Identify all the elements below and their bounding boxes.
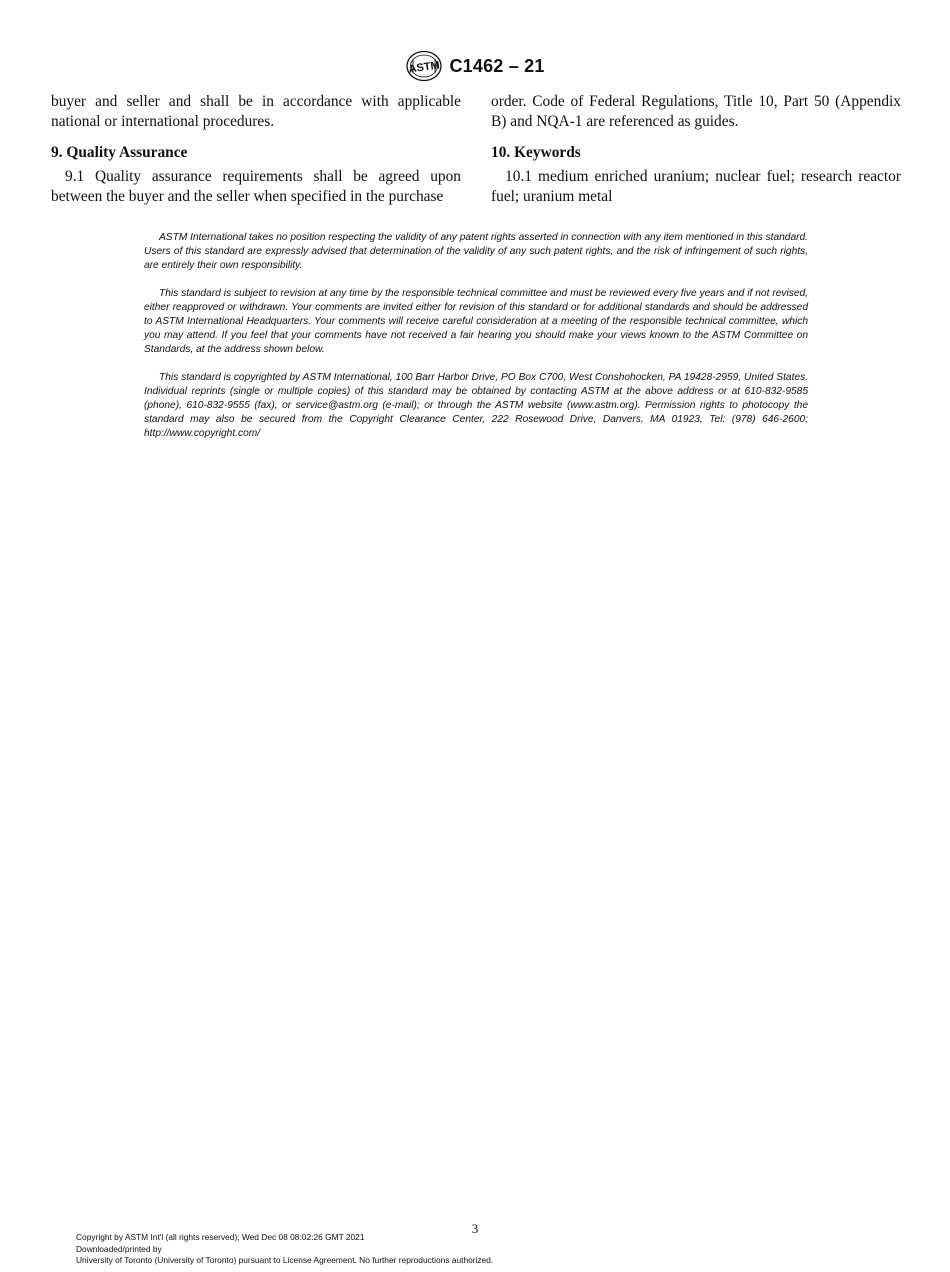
- left-column: [51, 92, 461, 207]
- footer-downloaded-line: Downloaded/printed by: [76, 1243, 162, 1254]
- copyright-notice: This standard is copyrighted by ASTM International, 100 Barr Harbor Drive, PO Box C700, West Conshohocken, PA 19428-2959, United States. Individual reprints (single or multiple copies) of this standard may be obtained by contacting ASTM at the above address or at 610-832-9585 (phone), 610-832-9555 (fax), or service@astm.org (e-mail); or through the ASTM website (www.astm.org). Permission rights to photocopy the standard may also be secured from the Copyright Clearance Center, 222 Rosewood Drive, Danvers, MA 01923, Tel: (978) 646-2600; http://www.copyright.com/: [144, 372, 808, 439]
- section-heading-keywords: 10. Keywords: [491, 144, 581, 161]
- standard-designation: C1462 – 21: [449, 55, 545, 76]
- page-footer: [76, 1232, 493, 1267]
- section-heading-quality-assurance: 9. Quality Assurance: [51, 144, 188, 161]
- continuation-paragraph: buyer and seller and shall be in accordance with applicable national or international procedures.: [51, 93, 461, 130]
- patent-notice: ASTM International takes no position respecting the validity of any patent rights asserted in connection with any item mentioned in this standard. Users of this standard are expressly advised that determination of the validity of any such patent rights, and the risk of infringement of such rights, are entirely their own responsibility.: [144, 232, 808, 271]
- body-columns: [51, 92, 901, 207]
- footer-copyright-line: Copyright by ASTM Int'l (all rights reserved); Wed Dec 08 08:02:26 GMT 2021: [76, 1232, 365, 1242]
- continuation-paragraph: order. Code of Federal Regulations, Title 10, Part 50 (Appendix B) and NQA-1 are referenced as guides.: [491, 93, 901, 130]
- paragraph-10-1: 10.1 medium enriched uranium; nuclear fuel; research reactor fuel; uranium metal: [491, 168, 901, 205]
- legal-notices: [144, 231, 808, 455]
- astm-logo-icon: [405, 50, 443, 82]
- page-header: [0, 50, 950, 82]
- paragraph-9-1: 9.1 Quality assurance requirements shall be agreed upon between the buyer and the seller when specified in the purchase: [51, 168, 461, 205]
- page-number: 3: [471, 1221, 479, 1236]
- right-column: [491, 92, 901, 207]
- revision-notice: This standard is subject to revision at any time by the responsible technical committee and must be reviewed every five years and if not revised, either reapproved or withdrawn. Your comments are invited either for revision of this standard or for additional standards and should be addressed to ASTM International Headquarters. Your comments will receive careful consideration at a meeting of the responsible technical committee, which you may attend. If you feel that your comments have not received a fair hearing you should make your views known to the ASTM Committee on Standards, at the address shown below.: [144, 288, 808, 355]
- footer-license-line: University of Toronto (University of Toronto) pursuant to License Agreement. No further reproductions authorized.: [76, 1255, 494, 1265]
- svg-text:ASTM: ASTM: [408, 59, 441, 76]
